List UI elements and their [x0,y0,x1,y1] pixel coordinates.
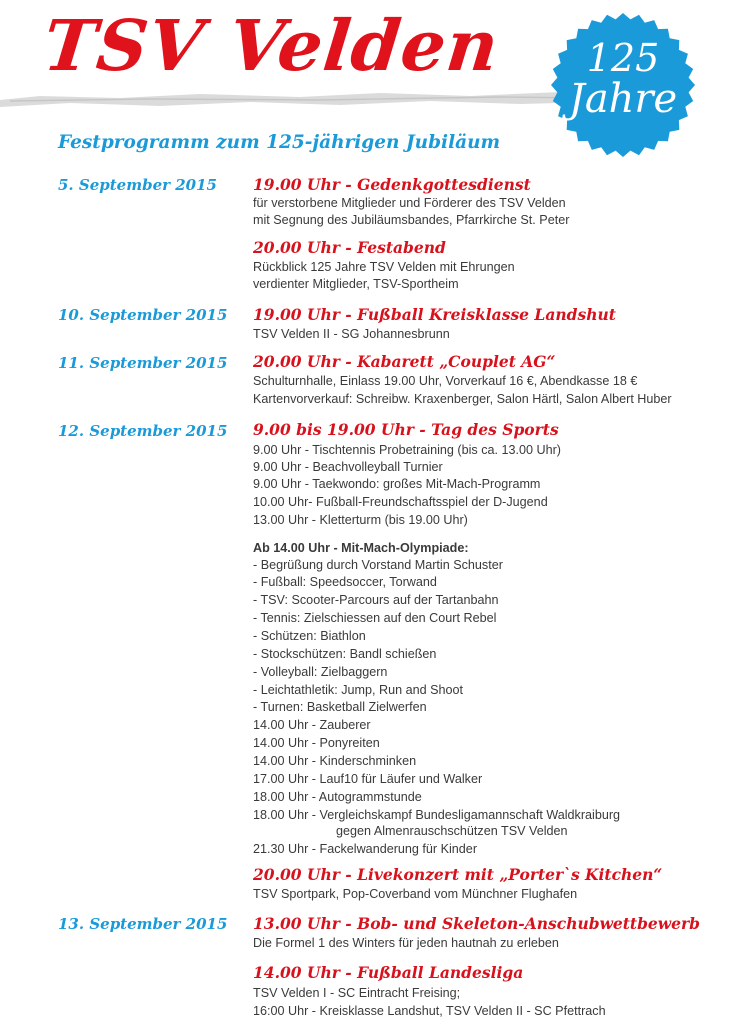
event-title: 14.00 Uhr - Fußball Landesliga [253,963,524,982]
date-11-september: 11. September 2015 [58,354,228,372]
event-detail: TSV Velden I - SC Eintracht Freising; [253,986,461,1000]
olympiad-item: - Volleyball: Zielbaggern [253,665,388,679]
schedule-line: 10.00 Uhr- Fußball-Freundschaftsspiel der D-Jugend [253,495,548,509]
event-detail: für verstorbene Mitglieder und Förderer des TSV Velden [253,196,566,210]
badge-number: 125 [586,36,660,80]
event-title: 20.00 Uhr - Kabarett „Couplet AG“ [253,352,556,371]
olympiad-item: 14.00 Uhr - Ponyreiten [253,736,380,750]
olympiad-heading: Ab 14.00 Uhr - Mit-Mach-Olympiade: [253,541,469,555]
date-13-september: 13. September 2015 [58,915,228,933]
badge-word: Jahre [568,76,678,122]
olympiad-item: - Fußball: Speedsoccer, Torwand [253,575,437,589]
event-detail: mit Segnung des Jubiläumsbandes, Pfarrkirche St. Peter [253,213,570,227]
date-12-september: 12. September 2015 [58,422,228,440]
date-10-september: 10. September 2015 [58,306,228,324]
brush-stroke-divider [0,86,600,112]
event-title: 19.00 Uhr - Gedenkgottesdienst [253,175,531,194]
date-5-september: 5. September 2015 [58,176,217,194]
event-detail: Rückblick 125 Jahre TSV Velden mit Ehrungen [253,260,515,274]
olympiad-item: 14.00 Uhr - Kinderschminken [253,754,417,768]
schedule-line: 9.00 Uhr - Beachvolleyball Turnier [253,460,443,474]
olympiad-item: - Schützen: Biathlon [253,629,366,643]
olympiad-item: - Stockschützen: Bandl schießen [253,647,437,661]
event-detail: TSV Sportpark, Pop-Coverband vom Münchner Flughafen [253,887,578,901]
olympiad-item: - Tennis: Zielschiessen auf den Court Rebel [253,611,497,625]
event-detail: 16:00 Uhr - Kreisklasse Landshut, TSV Velden II - SC Pfettrach [253,1004,606,1018]
olympiad-item: 21.30 Uhr - Fackelwanderung für Kinder [253,842,478,856]
olympiad-item: 14.00 Uhr - Zauberer [253,718,371,732]
olympiad-item: - Turnen: Basketball Zielwerfen [253,700,427,714]
event-title: 19.00 Uhr - Fußball Kreisklasse Landshut [253,305,616,324]
event-title: 13.00 Uhr - Bob- und Skeleton-Anschubwettbewerb [253,914,701,933]
olympiad-item: - Begrüßung durch Vorstand Martin Schuster [253,558,503,572]
event-title: 9.00 bis 19.00 Uhr - Tag des Sports [253,420,559,439]
anniversary-badge [548,10,698,160]
event-detail: Schulturnhalle, Einlass 19.00 Uhr, Vorverkauf 16 €, Abendkasse 18 € [253,374,638,388]
event-detail: Kartenvorverkauf: Schreibw. Kraxenberger, Salon Härtl, Salon Albert Huber [253,392,672,406]
olympiad-item: 18.00 Uhr - Autogrammstunde [253,790,422,804]
event-detail: verdienter Mitglieder, TSV-Sportheim [253,277,459,291]
olympiad-item: - Leichtathletik: Jump, Run and Shoot [253,683,464,697]
event-detail: Die Formel 1 des Winters für jeden hautnah zu erleben [253,936,559,950]
event-title: 20.00 Uhr - Livekonzert mit „Porter`s Kitchen“ [253,865,663,884]
olympiad-item-continuation: gegen Almenrauschschützen TSV Velden [336,824,568,838]
program-subtitle: Festprogramm zum 125-jährigen Jubiläum [58,132,501,153]
olympiad-item: 18.00 Uhr - Vergleichskampf Bundesligamannschaft Waldkraiburg [253,808,621,822]
schedule-line: 13.00 Uhr - Kletterturm (bis 19.00 Uhr) [253,513,468,527]
event-detail: TSV Velden II - SG Johannesbrunn [253,327,450,341]
page-title: TSV Velden [39,4,504,87]
schedule-line: 9.00 Uhr - Tischtennis Probetraining (bis ca. 13.00 Uhr) [253,443,561,457]
event-title: 20.00 Uhr - Festabend [253,238,446,257]
schedule-line: 9.00 Uhr - Taekwondo: großes Mit-Mach-Programm [253,477,541,491]
olympiad-item: - TSV: Scooter-Parcours auf der Tartanbahn [253,593,499,607]
olympiad-item: 17.00 Uhr - Lauf10 für Läufer und Walker [253,772,483,786]
